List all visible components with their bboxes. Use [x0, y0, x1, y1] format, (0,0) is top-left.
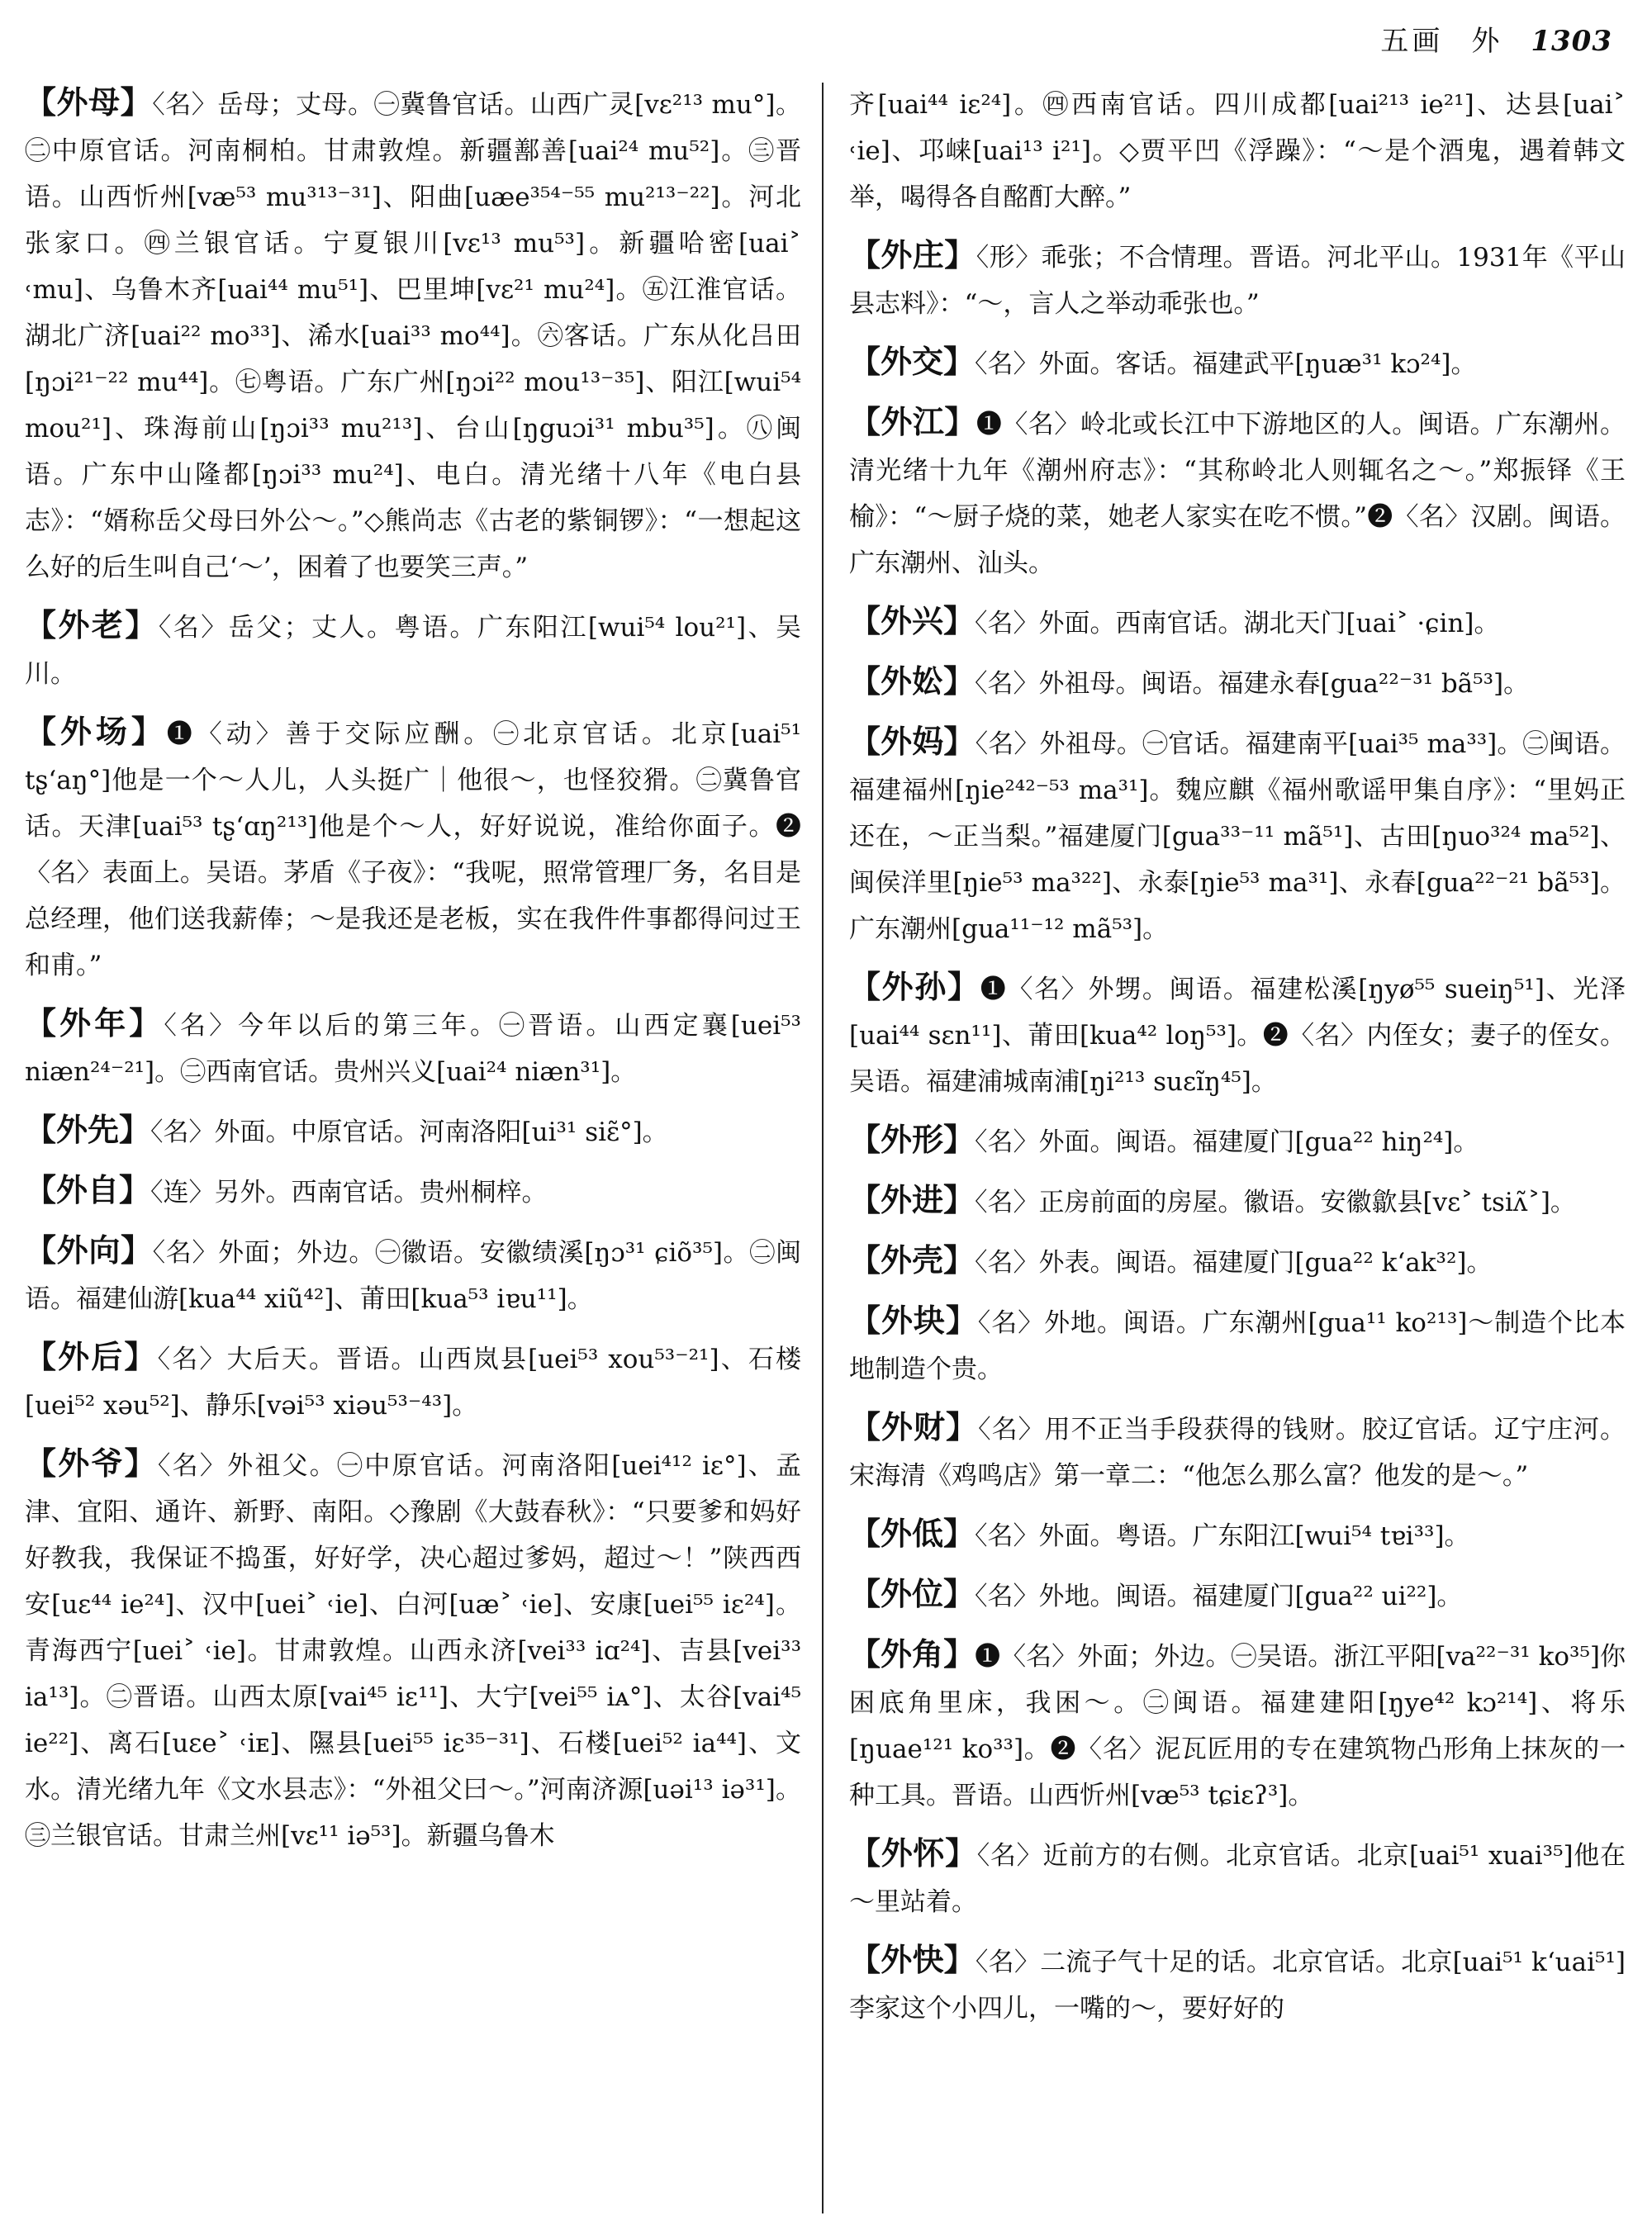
headword: 【外形】 — [849, 1121, 976, 1158]
entry-wai-xing2 — [849, 1117, 1626, 1165]
entry-text: 〈名〉外祖母。㊀官话。福建南平[uai³⁵ ma³³]。㊁闽语。福建福州[ŋie²⁴²⁻⁵³ ma³¹]。魏应麒《福州歌谣甲集自序》：“里妈正还在，～正当梨。”福建厦门[gua³³⁻¹¹ mã⁵¹]、古田[ŋuo³²⁴ ma⁵²]、闽侯洋里[ŋie⁵³ ma³²²]、永泰[ŋie⁵³ ma³¹]、永春[gua²²⁻²¹ bã⁵³]。广东潮州[gua¹¹⁻¹² mã⁵³]。 — [849, 729, 1626, 944]
entry-text: ❶〈动〉善于交际应酬。㊀北京官话。北京[uai⁵¹ tʂʻaŋ°]他是一个～人儿，人头挺广｜他很～，也怪狡猾。㊁冀鲁官话。天津[uai⁵³ tʂʻɑŋ²¹³]他是个～人，好好说说，准给你面子。❷〈名〉表面上。吴语。茅盾《子夜》：“我呢，照常管理厂务，名目是总经理，他们送我薪俸；～是我还是老板，实在我件件事都得问过王和甫。” — [25, 719, 801, 980]
entry-text: ❶〈名〉外面；外边。㊀吴语。浙江平阳[va²²⁻³¹ ko³⁵]你困底角里床，我困～。㊁闽语。福建建阳[ŋye⁴² kɔ²¹⁴]、将乐[ŋuae¹²¹ ko³³]。❷〈名〉泥瓦匠用的专在建筑物凸形角上抹灰的一种工具。晋语。山西忻州[væ⁵³ tɕiɛʔ³]。 — [849, 1642, 1626, 1810]
entry-wai-lao — [25, 602, 801, 697]
entry-text: 〈形〉乖张；不合情理。晋语。河北平山。1931年《平山县志料》：“～，言人之举动乖张也。” — [849, 243, 1626, 319]
headword: 【外角】 — [849, 1635, 976, 1672]
entry-wai-wei — [849, 1571, 1626, 1620]
entry-text: 〈名〉外面。闽语。福建厦门[gua²² hiŋ²⁴]。 — [975, 1127, 1479, 1157]
headword: 【外场】 — [25, 713, 167, 750]
entry-wai-ke — [849, 1237, 1626, 1286]
headword: 【外位】 — [849, 1575, 976, 1612]
entry-wai-zi — [25, 1167, 801, 1216]
entry-text: 〈名〉外祖父。㊀中原官话。河南洛阳[uei⁴¹² iɛ°]、孟津、宜阳、通许、新野、南阳。◇豫剧《大鼓春秋》：“只要爹和妈好好教我，我保证不捣蛋，好好学，决心超过爹妈，超过～！”陕西西安[uɛ⁴⁴ ie²⁴]、汉中[uei˃ ˓ie]、白河[uæ˃ ˓ie]、安康[uei⁵⁵ iɛ²⁴]。青海西宁[uei˃ ˓ie]。甘肃敦煌。山西永济[vei³³ iɑ²⁴]、吉县[vei³³ ia¹³]。㊁晋语。山西太原[vai⁴⁵ iɛ¹¹]、大宁[vei⁵⁵ iᴀ°]、太谷[vai⁴⁵ ie²²]、离石[uɛe˃ ˓iᴇ]、隰县[uei⁵⁵ iɛ³⁵⁻³¹]、石楼[uei⁵² ia⁴⁴]、文水。清光绪九年《文水县志》：“外祖父曰～。”河南济源[uəi¹³ iə³¹]。㊂兰银官话。甘肃兰州[vɛ¹¹ iə⁵³]。新疆乌鲁木 — [25, 1451, 801, 1851]
headword: 【外妐】 — [849, 662, 976, 700]
entry-text: 〈名〉外面；外边。㊀徽语。安徽绩溪[ŋɔ³¹ ɕiõ³⁵]。㊁闽语。福建仙游[kua⁴⁴ xiũ⁴²]、莆田[kua⁵³ iɐu¹¹]。 — [25, 1238, 801, 1314]
entry-text: 〈名〉外表。闽语。福建厦门[gua²² kʻak³²]。 — [975, 1248, 1493, 1278]
entry-text: 〈名〉岳母；丈母。㊀冀鲁官话。山西广灵[vɛ²¹³ mu°]。㊁中原官话。河南桐柏。甘肃敦煌。新疆鄯善[uai²⁴ mu⁵²]。㊂晋语。山西忻州[væ⁵³ mu³¹³⁻³¹]、阳曲[uæe³⁵⁴⁻⁵⁵ mu²¹³⁻²²]。河北张家口。㊃兰银官话。宁夏银川[vɛ¹³ mu⁵³]。新疆哈密[uai˃ ˓mu]、乌鲁木齐[uai⁴⁴ mu⁵¹]、巴里坤[vɛ²¹ mu²⁴]。㊄江淮官话。湖北广济[uai²² mo³³]、浠水[uai³³ mo⁴⁴]。㊅客话。广东从化吕田[ŋɔi²¹⁻²² mu⁴⁴]。㊆粤语。广东广州[ŋɔi²² mou¹³⁻³⁵]、阳江[wui⁵⁴ mou²¹]、珠海前山[ŋɔi³³ mu²¹³]、台山[ŋguɔi³¹ mbu³⁵]。㊇闽语。广东中山隆都[ŋɔi³³ mu²⁴]、电白。清光绪十八年《电白县志》：“婿称岳父母曰外公～。”◇熊尚志《古老的紫铜锣》：“一想起这么好的后生叫自己‘～’，困着了也要笑三声。” — [25, 90, 801, 582]
entry-wai-xing — [849, 598, 1626, 647]
entry-wai-cai — [849, 1404, 1626, 1499]
headword: 【外后】 — [25, 1338, 158, 1375]
headword: 【外妈】 — [849, 723, 976, 760]
headword: 【外爷】 — [25, 1445, 158, 1482]
entry-wai-nian — [25, 1000, 801, 1095]
entry-text: ❶〈名〉外甥。闽语。福建松溪[ŋyø⁵⁵ sueiŋ⁵¹]、光泽[uai⁴⁴ sɛn¹¹]、莆田[kua⁴² loŋ⁵³]。❷〈名〉内侄女；妻子的侄女。吴语。福建浦城南浦[ŋi²¹³ suɛĩŋ⁴⁵]。 — [849, 975, 1626, 1097]
entry-text: 〈名〉岳父；丈人。粤语。广东阳江[wui⁵⁴ lou²¹]、吴川。 — [25, 613, 801, 689]
headword: 【外怀】 — [849, 1834, 977, 1872]
entry-text: 〈名〉外地。闽语。福建厦门[gua²² ui²²]。 — [975, 1582, 1463, 1611]
right-column — [849, 79, 1626, 2210]
left-column — [25, 79, 801, 2210]
entry-wai-huai — [849, 1830, 1626, 1925]
entry-wai-gong — [849, 658, 1626, 707]
entry-text: 〈名〉正房前面的房屋。徽语。安徽歙县[vɛ˃ tsiʌ̃˃]。 — [975, 1188, 1576, 1217]
entry-wai-jiao2 — [849, 1631, 1626, 1819]
headword: 【外自】 — [25, 1171, 151, 1208]
entry-wai-sun — [849, 964, 1626, 1105]
entry-wai-hou — [25, 1334, 801, 1429]
headword: 【外块】 — [849, 1302, 978, 1339]
entry-text: 〈名〉近前方的右侧。北京官话。北京[uai⁵¹ xuai³⁵]他在～里站着。 — [849, 1841, 1626, 1917]
entry-text: 〈名〉今年以后的第三年。㊀晋语。山西定襄[uei⁵³ niæn²⁴⁻²¹]。㊁西南官话。贵州兴义[uai²⁴ niæn³¹]。 — [25, 1011, 801, 1087]
headword: 【外进】 — [849, 1181, 976, 1218]
headword: 【外孙】 — [849, 968, 980, 1005]
entry-text: ❶〈名〉岭北或长江中下游地区的人。闽语。广东潮州。清光绪十九年《潮州府志》：“其称岭北人则辄名之～。”郑振铎《王榆》：“～厨子烧的菜，她老人家实在吃不惯。”❷〈名〉汉剧。闽语。广东潮州、汕头。 — [849, 410, 1626, 578]
entry-text: 〈名〉外面。西南官话。湖北天门[uai˃ ·ɕin]。 — [975, 609, 1500, 638]
headword: 【外快】 — [849, 1941, 976, 1978]
page-number: 1303 — [1531, 25, 1612, 58]
entry-wai-ye — [25, 1440, 801, 1859]
headword: 【外江】 — [849, 403, 976, 440]
entry-wai-mu — [25, 79, 801, 591]
headword: 【外母】 — [25, 83, 153, 121]
entry-text: 〈名〉外祖母。闽语。福建永春[gua²²⁻³¹ bã⁵³]。 — [975, 669, 1530, 699]
headword: 【外先】 — [25, 1111, 151, 1148]
column-divider — [822, 83, 824, 2213]
entry-wai-kuai2 — [849, 1937, 1626, 2032]
headword: 【外年】 — [25, 1004, 164, 1041]
entry-wai-kuai — [849, 1298, 1626, 1393]
entry-wai-jin — [849, 1177, 1626, 1226]
headword: 【外低】 — [849, 1515, 976, 1552]
entry-text: 〈连〉另外。西南官话。贵州桐梓。 — [150, 1178, 548, 1208]
entry-text: 齐[uai⁴⁴ iɛ²⁴]。㊃西南官话。四川成都[uai²¹³ ie²¹]、达县[uai˃ ˓ie]、邛崃[uai¹³ i²¹]。◇贾平凹《浮躁》：“～是个酒鬼，遇着韩文举，喝得各自酩酊大醉。” — [849, 90, 1626, 212]
entry-text: 〈名〉用不正当手段获得的钱财。胶辽官话。辽宁庄河。宋海清《鸡鸣店》第一章二：“他怎么那么富？他发的是～。” — [849, 1415, 1626, 1491]
entry-wai-ma — [849, 719, 1626, 952]
headword: 【外财】 — [849, 1408, 979, 1445]
headword: 【外兴】 — [849, 602, 976, 639]
page-header — [1380, 18, 1612, 59]
entry-text: 〈名〉外面。中原官话。河南洛阳[ui³¹ siɛ̃°]。 — [150, 1117, 668, 1147]
entry-text: 〈名〉二流子气十足的话。北京官话。北京[uai⁵¹ kʻuai⁵¹]李家这个小四儿，一嘴的～，要好好的 — [849, 1948, 1626, 2024]
header-section: 五画 — [1380, 25, 1444, 58]
headword: 【外向】 — [25, 1231, 153, 1269]
headword: 【外壳】 — [849, 1241, 976, 1279]
entry-wai-xiang — [25, 1227, 801, 1322]
headword: 【外老】 — [25, 606, 159, 643]
entry-text: 〈名〉外面。客话。福建武平[ŋuæ³¹ kɔ²⁴]。 — [975, 349, 1477, 379]
entry-wai-chang — [25, 709, 801, 989]
headword: 【外交】 — [849, 343, 976, 380]
entry-wai-xian — [25, 1107, 801, 1155]
entry-continuation — [849, 79, 1626, 221]
entry-wai-jiao — [849, 339, 1626, 387]
entry-wai-di — [849, 1511, 1626, 1559]
headword: 【外庄】 — [849, 236, 976, 273]
entry-wai-jiang — [849, 399, 1626, 586]
header-char: 外 — [1471, 25, 1503, 58]
entry-text: 〈名〉外地。闽语。广东潮州[gua¹¹ ko²¹³]～制造个比本地制造个贵。 — [849, 1308, 1626, 1384]
entry-text: 〈名〉外面。粤语。广东阳江[wui⁵⁴ tɐi³³]。 — [975, 1521, 1470, 1551]
entry-text: 〈名〉大后天。晋语。山西岚县[uei⁵³ xou⁵³⁻²¹]、石楼[uei⁵² xəu⁵²]、静乐[vəi⁵³ xiəu⁵³⁻⁴³]。 — [25, 1345, 801, 1421]
entry-wai-zhuang — [849, 232, 1626, 327]
